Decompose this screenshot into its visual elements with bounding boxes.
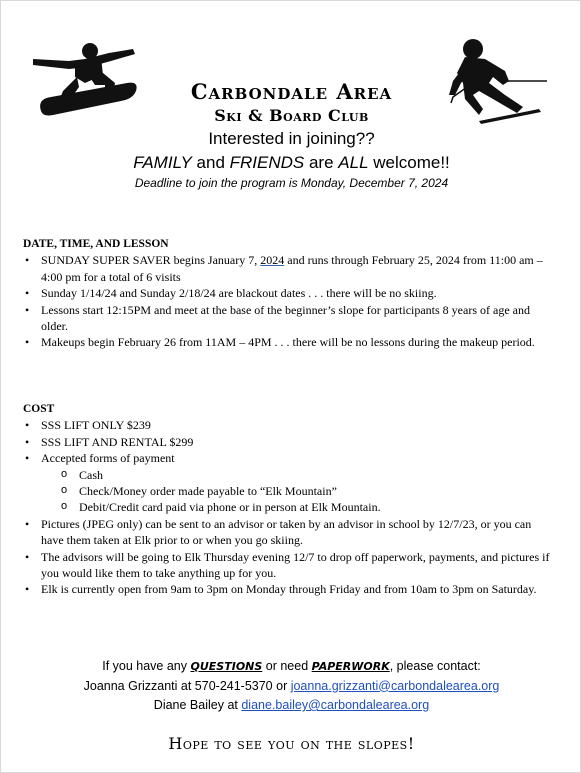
interested-line: Interested in joining?? <box>208 129 375 148</box>
welcome-family: FAMILY <box>133 153 192 172</box>
list-item: • Sunday 1/14/24 and Sunday 2/18/24 are blackout dates . . . there will be no skiing. <box>23 285 555 301</box>
payment-form-item: o Cash <box>41 467 555 483</box>
list-item: • Lessons start 12:15PM and meet at the base of the beginner’s slope for participants 8 years of age and older. <box>23 302 555 335</box>
cost-heading: COST <box>23 403 55 415</box>
title-block <box>1 79 581 191</box>
email-link-joanna[interactable]: joanna.grizzanti@carbondalearea.org <box>290 678 500 693</box>
welcome-friends: FRIENDS <box>229 153 305 172</box>
email-link-diane[interactable]: diane.bailey@carbondalearea.org <box>241 698 430 712</box>
payment-form-item: o Debit/Credit card paid via phone or in person at Elk Mountain. <box>41 499 555 515</box>
list-item: • SSS LIFT AND RENTAL $299 <box>23 434 555 450</box>
footer-slogan: Hope to see you on the slopes! <box>168 734 415 753</box>
list-item: • SSS LIFT ONLY $239 <box>23 417 555 433</box>
welcome-line <box>1 151 581 175</box>
schedule-section <box>23 236 555 351</box>
welcome-are: are <box>304 153 339 172</box>
welcome-all: ALL <box>338 153 369 172</box>
list-item: • Makeups begin February 26 from 11AM – 4PM . . . there will be no lessons during the makeup period. <box>23 334 555 350</box>
payment-forms-list <box>41 467 555 516</box>
paperwork-keyword: PAPERWORK <box>311 660 390 673</box>
contact-block <box>1 657 581 716</box>
schedule-heading: DATE, TIME, AND LESSON <box>23 238 169 250</box>
club-title-line1: Carbondale Area <box>190 79 393 104</box>
payment-form-item: o Check/Money order made payable to “Elk Mountain” <box>41 483 555 499</box>
questions-keyword: QUESTIONS <box>190 660 263 673</box>
deadline-line: Deadline to join the program is Monday, December 7, 2024 <box>134 176 449 190</box>
contact-person1: Joanna Grizzanti at 570-241-5370 or joanna.grizzanti@carbondalearea.org <box>83 678 500 693</box>
list-item: • Accepted forms of payment o Cash o Check/Money order made payable to “Elk Mountain” o Debit/Credit card paid via phone or in person at Elk Mountain. <box>23 450 555 516</box>
contact-intro: If you have any QUESTIONS or need PAPERWORK, please contact: <box>102 659 481 673</box>
list-item: • SUNDAY SUPER SAVER begins January 7, 2024 and runs through February 25, 2024 from 11:00 am – 4:00 pm for a total of 6 visits <box>23 252 555 285</box>
welcome-and: and <box>191 153 230 172</box>
list-item: • Elk is currently open from 9am to 3pm on Monday through Friday and from 10am to 3pm on Saturday. <box>23 581 555 597</box>
schedule-list <box>23 252 555 350</box>
cost-section <box>23 401 555 598</box>
list-item: • The advisors will be going to Elk Thursday evening 12/7 to drop off paperwork, payments, and pictures if you would like them to take anything up for you. <box>23 549 555 582</box>
contact-person2: Diane Bailey at diane.bailey@carbondalearea.org <box>153 698 430 712</box>
list-item: • Pictures (JPEG only) can be sent to an advisor or taken by an advisor in school by 12/7/23, or you can have them taken at Elk prior to or when you go skiing. <box>23 516 555 549</box>
year-underlined: 2024 <box>260 253 285 268</box>
welcome-rest: welcome!! <box>368 153 450 172</box>
cost-list <box>23 417 555 597</box>
club-title-line2: Ski & Board Club <box>214 106 369 125</box>
